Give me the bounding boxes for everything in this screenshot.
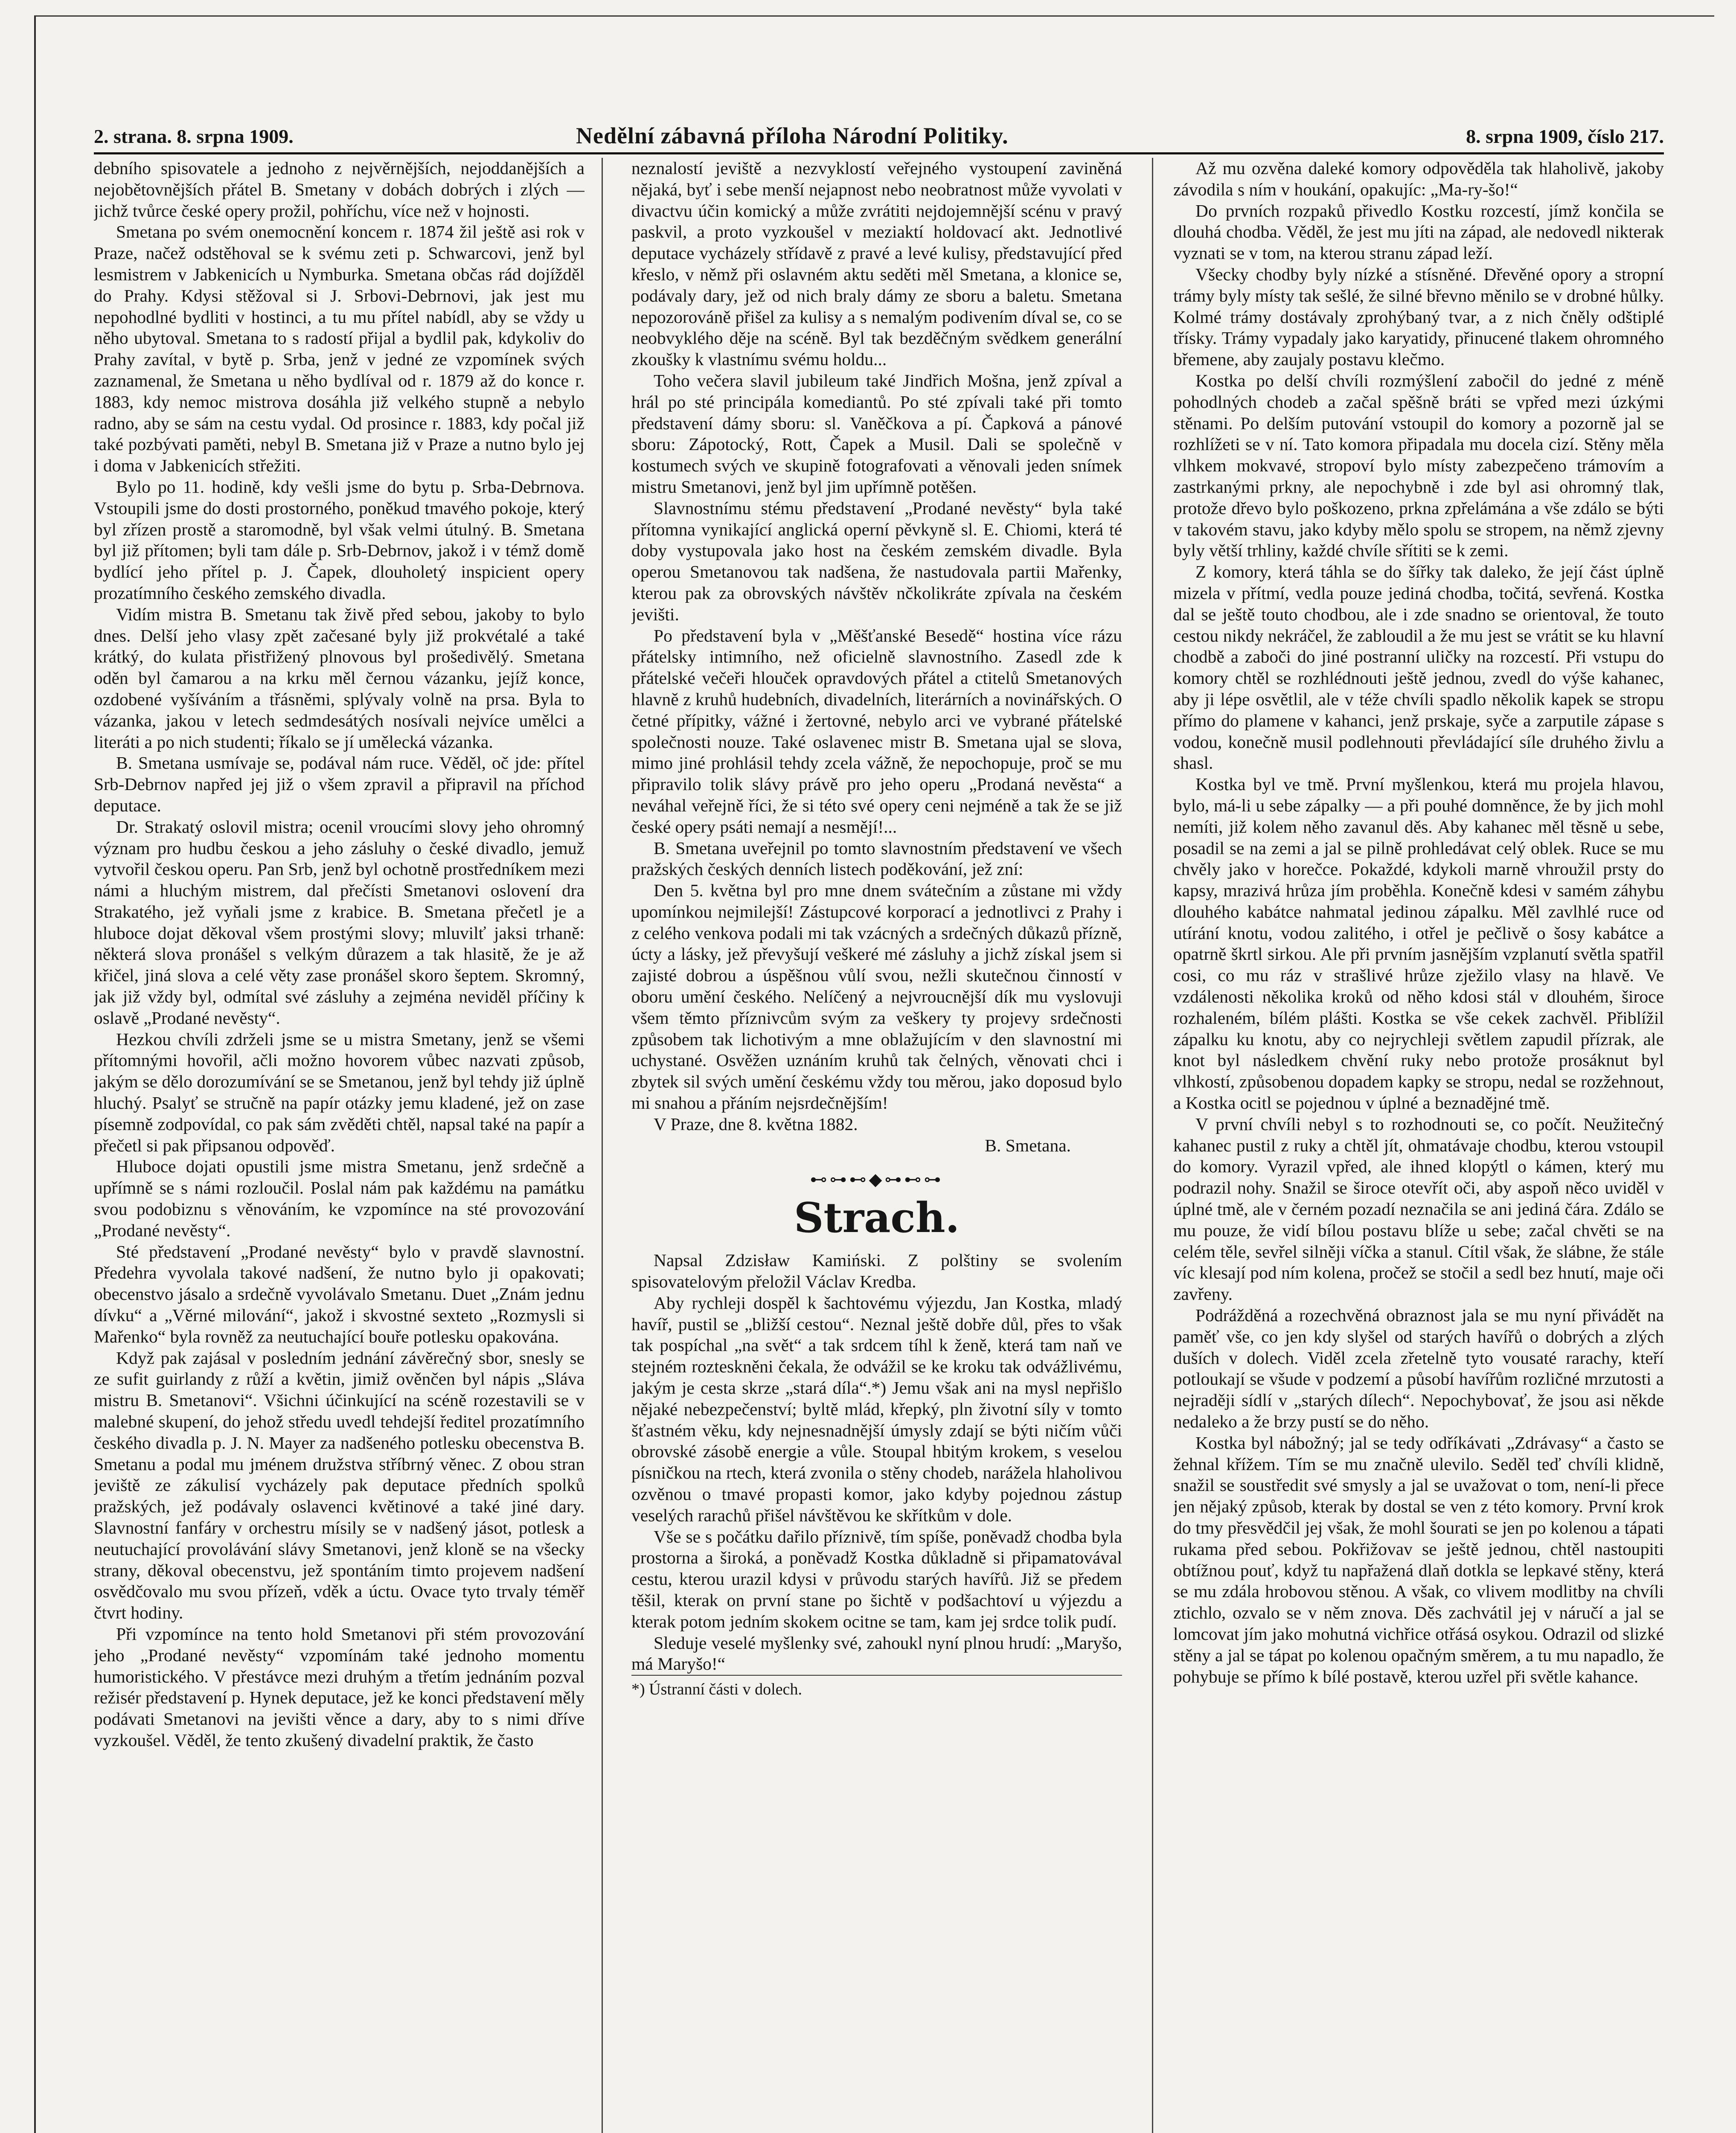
paragraph: V první chvíli nebyl s to rozhodnouti se, co počít. Neužitečný kahanec pustil z ruky a chtěl jít, ohmatávaje chodbu, kterou vstoupil do komory. Vyrazil vpřed, ale ihned klopýtl o kámen, který mu podrazil nohy. Snažil se široce otevřít oči, aby aspoň něco uviděl v úplné tmě, ale v černém pozadí neznačila se ani jediná čára. Zdálo se mu pouze, že vidí bílou postavu blíže u sebe; začal chvěti se na celém těle, sevřel silněji víčka a stanul. Cítil však, že slábne, že stále víc klesají pod ním kolena, pročež se stočil a sedl bez hnutí, maje oči zavřeny.	[1173, 1114, 1664, 1304]
paragraph: Po představení byla v „Měšťanské Besedě“ hostina více rázu přátelsky intimního, než oficielně slavnostního. Zasedl zde k přátelské večeři hlouček opravdových přátel a ctitelů Smetanových hlavně z kruhů hudebních, divadelních, literárních a novinářských. O četné přípitky, vážné i žertovné, nebylo arci ve vybrané přátelské společnosti nouze. Také oslavenec mistr B. Smetana ujal se slova, mimo jiné prohlásil tehdy zcela vážně, že nepochopuje, proč se mu připravilo tolik slávy právě pro jeho operu „Prodaná nevěsta“ a neváhal veřejně říci, že si této své opery ceni nejméně a tak že se již české opery psáti nemají a nesmějí!...	[631, 625, 1122, 837]
column-divider	[602, 158, 603, 2133]
column-3	[1173, 158, 1664, 2133]
paragraph: Slavnostnímu stému představení „Prodané nevěsty“ byla také přítomna vynikající anglická operní pěvkyně sl. E. Chiomi, která té doby vystupovala jako host na českém zemském divadle. Byla operou Smetanovou tak nadšena, že nastudovala partii Mařenky, kterou pak za obrovských návštěv nčkolikráte zpívala na českém jevišti.	[631, 498, 1122, 624]
story-title: Strach.	[794, 1194, 960, 1242]
signature: B. Smetana.	[985, 1135, 1071, 1155]
paragraph: Do prvních rozpaků přivedlo Kostku rozcestí, jímž končila se dlouhá chodba. Věděl, že jest mu jíti na západ, ale nedovedl nikterak vyznati se v tom, na kterou stranu západ leží.	[1173, 201, 1664, 263]
paragraph: Toho večera slavil jubileum také Jindřich Mošna, jenž zpíval a hrál po sté principála komediantů. Po sté zpívali také při tomto představení dámy sboru: sl. Vaněčkova a pí. Čapková a pánové sboru: Zápotocký, Rott, Čapek a Musil. Dali se společně v kostumech svých ve skupině fotografovati a věnovali jeden snímek mistru Smetanovi, jenž byl jim upřímně potěšen.	[631, 370, 1122, 497]
column-1	[94, 158, 584, 2133]
ornament-divider: ⊷⊶⊷◆⊶⊷⊶	[810, 1170, 944, 1189]
paragraph: B. Smetana uveřejnil po tomto slavnostním představení ve všech pražských českých denních listech poděkování, jež zní:	[631, 838, 1122, 879]
paragraph: Aby rychleji dospěl k šachtovému výjezdu, Jan Kostka, mladý havíř, pustil se „bližší cestou“. Neznal ještě dobře důl, přes to však tak pospíchal „na svět“ a tak srdcem tíhl k ženě, která tam naň ve stejném rozteskněni čekala, že odvážil se ke kroku tak odvážlivému, jakým je cesta skrze „stará díla“.*) Jemu však ani na mysl nepřišlo nějaké nebezpečenství; byltě mlád, křepký, pln životní síly v tomto šťastném věku, kdy nejnesnadnější úmysly zdají se býti ničím vůči obrovské zásobě energie a vůle. Stoupal hbitým krokem, s veselou písničkou na rtech, která zvonila o stěny chodeb, narážela hlaholivou ozvěnou o tmavé propasti komor, jako kdyby pojednou zástup veselých rarachů přišel návštěvou ke skřítkům v dole.	[631, 1293, 1122, 1525]
paragraph: Z komory, která táhla se do šířky tak daleko, že její část úplně mizela v přítmí, vedla pouze jediná chodba, točitá, sevřená. Kostka dal se ještě touto chodbou, ale i zde snadno se orientoval, že touto cestou nikdy nekráčel, že zabloudil a že mu jest se vrátit se ku hlavní chodbě a zaboči do jiné postranní uličky na rozcestí. Při vstupu do komory chtěl se rozhlédnouti ještě jednou, zvedl do výše kahanec, aby ji lépe osvětlil, ale v téže chvíli spadlo několik kapek se stropu přímo do plamene v kahanci, jenž prskaje, syče a zarputile zápase s vodou, konečně musil podlehnouti převládající síle druhého živlu a shasl.	[1173, 562, 1664, 773]
paragraph: Když pak zajásal v posledním jednání závěrečný sbor, snesly se ze sufit guirlandy z růží a květin, jimiž ověnčen byl nápis „Sláva mistru B. Smetanovi“. Všichni účinkující na scéně rozestavili se v malebné skupení, do jehož středu uvedl tehdejší ředitel prozatímního českého divadla p. J. N. Mayer za nadšeného potlesku obecenstva B. Smetanu a podal mu jménem družstva stříbrný věnec. Z obou stran jeviště ze zákulisí vycházely pak deputace předních spolků pražských, jež podávaly oslavenci květinové a také jiné dary. Slavnostní fanfáry v orchestru mísily se v nadšený jásot, potlesk a neutuchající provolávání slávy Smetanovi, jenž kloně se na všecky strany, děkoval obecenstvu, jež spontáním timto projevem nadšení osvědčovalo mu svou přízeň, vděk a úctu. Ovace tyto trvaly téměř čtvrt hodiny.	[94, 1348, 584, 1623]
paragraph: Bylo po 11. hodině, kdy vešli jsme do bytu p. Srba-Debrnova. Vstoupili jsme do dosti prostorného, poněkud tmavého pokoje, který byl zřízen prostě a staromodně, byl však velmi útulný. B. Smetana byl již přítomen; byli tam dále p. Srb-Debrnov, jakož i v témž domě bydlící jeho přítel p. J. Čapek, dlouholetý inspicient opery prozatímního českého zemského divadla.	[94, 477, 584, 603]
paragraph: Hluboce dojati opustili jsme mistra Smetanu, jenž srdečně a upřímně se s námi rozloučil. Poslal nám pak každému na památku svou podobiznu s věnováním, ke vzpomínce na sté provozování „Prodané nevěsty“.	[94, 1157, 584, 1240]
paragraph: Hezkou chvíli zdrželi jsme se u mistra Smetany, jenž se všemi přítomnými hovořil, ačli možno hovorem vůbec nazvati způsob, jakým se dělo dorozumívání se se Smetanou, jenž byl tehdy již úplně hluchý. Psalyť se stručně na papír otázky jemu kladené, jež on zase písemně zodpovídal, co pak sám zvěděti chtěl, napsal také na papír a přečetl si pak připsanou odpověď.	[94, 1029, 584, 1155]
paragraph: Smetana po svém onemocnění koncem r. 1874 žil ještě asi rok v Praze, načež odstěhoval se k svému zeti p. Schwarcovi, jenž byl lesmistrem v Jabkenicích u Nymburka. Smetana občas rád dojížděl do Prahy. Kdysi stěžoval si J. Srbovi-Debrnovi, jak jest mu nepohodlné bydliti v hostinci, a tu mu přítel nabídl, aby se vždy u něho ubytoval. Smetana to s radostí přijal a bydlil pak, kdykoliv do Prahy zavítal, v bytě p. Srba, jenž v jedné ze vzpomínek svých zaznamenal, že Smetana u něho bydlíval od r. 1879 až do konce r. 1883, kdy nemoc mistrova dosáhla již velkého stupně a nebylo radno, aby se sám na cestu vydal. Od prosince r. 1883, kdy počal již také pozbývati paměti, nebyl B. Smetana již v Praze a nutno bylo jej i doma v Jabkenicích střežiti.	[94, 222, 584, 476]
paragraph: Vše se s počátku dařilo příznivě, tím spíše, poněvadž chodba byla prostorna a široká, a poněvadž Kostka důkladně si připamatovával cestu, kterou urazil kdysi v průvodu starých havířů. Již se předem těšil, kterak on první stane po šichtě v podšachtoví u výjezdu a kterak potom jedním skokem ocitne se tam, kam jej srdce tolik pudí.	[631, 1526, 1122, 1631]
header-masthead: Nedělní zábavná příloha Národní Politiky.	[576, 123, 1009, 148]
paragraph: Dr. Strakatý oslovil mistra; ocenil vroucími slovy jeho ohromný význam pro hudbu českou a jeho zásluhy o české divadlo, jemuž vytvořil českou operu. Pan Srb, jenž byl ochotně prostředníkem mezi námi a hluchým mistrem, dal přečísti Smetanovi oslovení drа Strakatého, jež vyňali jsme z krabice. B. Smetana přečetl je a hluboce dojat děkoval všem prostými slovy; mluvilť jaksi trhaně: některá slova pronášel s velkým důrazem a tak hlasitě, že je až křičel, jiná slova a celé věty zase pronášel skoro šeptem. Skromný, jak již vždy byl, odmítal své zásluhy a zejména neviděl příčiny k oslavě „Prodané nevěsty“.	[94, 817, 584, 1028]
story-byline: Napsal Zdzisław Kamiński. Z polštiny se svolením spisovatelovým přeložil Václav Kredba.	[631, 1250, 1122, 1292]
paragraph: Sleduje veselé myšlenky své, zahoukl nyní plnou hrudí: „Maryšo, má Maryšo!“	[631, 1633, 1122, 1674]
paragraph: neznalostí jeviště a nezvyklostí veřejného vystoupení zaviněná nějaká, byť i sebe menší nejapnost nebo neobratnost může vyvolati v divactvu účin komický a může zvrátiti nejdojemnější scénu v pravý paskvil, a proto vyzkoušel v meziaktí holdovací akt. Jednotlivé deputace vycházely střídavě z pravé a levé kulisy, představující před křeslo, v němž při oslavném aktu seděti měl Smetana, a klonice se, podávaly dary, jež od nich braly dámy ze sboru a baletu. Smetana nepozorováně přišel za kulisy a s nemalým podivením díval se, co se neobvyklého děje na scéně. Byl tak bezděčným svědkem generální zkoušky k vlastnímu svému holdu...	[631, 158, 1122, 369]
header-page-date: 2. strana. 8. srpna 1909.	[94, 125, 294, 147]
page-header	[94, 122, 1664, 154]
paragraph: Kostka po delší chvíli rozmýšlení zabočil do jedné z méně pohodlných chodeb a začal spěšně bráti se vpřed mezi úzkými stěnami. Po delším putování vstoupil do komory a pozorně jal se rozhlížeti se v ní. Tato komora připadala mu docela cizí. Stěny měla vlhkem mokvavé, stropoví bylo místy zabezpečeno trámovím a zastrkanými prkny, ale nepochybně i zde byl asi ohromný tlak, protože dřevo bylo poškozeno, prkna zpřelámána a vše zdálo se býti v takovém stavu, jako kdyby mělo spolu se stropem, na němž zjevny byly větší trhliny, každé chvíle sřítiti se k zemi.	[1173, 370, 1664, 561]
paragraph: Den 5. května byl pro mne dnem svátečním a zůstane mi vždy upomínkou nejmilejší! Zástupcové korporací a jednotlivci z Prahy i z celého venkova podali mi tak vzácných a srdečných důkazů přízně, úcty a lásky, jež převyšují veškeré mé zásluhy a jichž získal jsem si zajisté dobrou a úspěšnou vůlí svou, nežli skutečnou činností v oboru umění českého. Nelíčený a nejvroucnější dík mu vyslovuji všem těmto příznivcům svým za veškery ty projevy srdečnosti způsobem tak lichotivým a mne oblažujícím v den slavnostní mi uchystané. Osvěžen uznáním kruhů tak čelných, věnovati chci i zbytek sil svých umění českému vždy tou měrou, jako doposud bylo mi snahou a přáním nejsrdečnějším!	[631, 881, 1122, 1113]
paragraph: Sté představení „Prodané nevěsty“ bylo v pravdě slavnostní. Předehra vyvolala takové nadšení, že nutno bylo ji opakovati; obecenstvo jásalo a srdečně vyvolávalo Smetanu. Duet „Znám jednu dívku“ a „Věrné milování“, jakož i skvostné sexteto „Rozmysli si Mařenko“ byla rovněž za neutuchající bouře potlesku opakována.	[94, 1241, 584, 1346]
paragraph: Až mu ozvěna daleké komory odpověděla tak hlaholivě, jakoby závodila s ním v houkání, opakujíc: „Ma-ry-šo!“	[1173, 158, 1664, 199]
paragraph: Kostka byl nábožný; jal se tedy odříkávati „Zdrávasy“ a často se žehnal křížem. Tím se mu značně ulevilo. Seděl teď chvíli klidně, snažil se soustředit své smysly a jal se uvažovat o tom, není-li přece jen nějaký způsob, kterak by dostal se ven z této komory. První krok do tmy přesvědčil jej však, že mohl šourati se jen po kolenou a tápati rukama před sebou. Pokřižovav se ještě jednou, chtěl nastoupiti obtížnou pouť, když tu napřažená dlaň dotkla se lepkavé stěny, která se mu zdála hrobovou stěnou. A však, co vlivem modlitby na chvíli ztichlo, ozvalo se v něm znova. Děs zachvátil jej v náručí a jal se lomcovat jím jako mohutná vichřice otřásá osykou. Odrazil od slizké stěny a jal se tápat po kolenou opačným směrem, a tu mu napadlo, že pohybuje se přímo k bílé postavě, kterou uzřel při světle kahance.	[1173, 1433, 1664, 1686]
paragraph: Podrážděná a rozechvěná obraznost jala se mu nyní přivádět na paměť vše, co jen kdy slyšel od starých havířů o dobrých a zlých duších v dolech. Viděl zcela zřetelně tyto vousaté rarachy, kteří potloukají se všude v podzemí a působí havířům rozličné mrzutosti a nejraději sídlí v „starých dílech“. Nepochybovať, že jsou asi někde nedaleko a že brzy pustí se do něho.	[1173, 1305, 1664, 1432]
paragraph: B. Smetana usmívaje se, podával nám ruce. Věděl, oč jde: přítel Srb-Debrnov napřed jej již o všem zpravil a připravil na příchod deputace.	[94, 753, 584, 815]
paragraph: Všecky chodby byly nízké a stísněné. Dřevěné opory a stropní trámy byly místy tak sešlé, že silné břevno měnilo se v drobné hůlky. Kolmé trámy dostávaly zprohýbaný tvar, a z nich čněly odštiplé třísky. Trámy vypadaly jako karyatidy, přinucené tlakem ohromného břemene, aby zaujaly postavu klečmo.	[1173, 264, 1664, 369]
column-divider	[1152, 158, 1153, 2133]
footnote: *) Ústranní části v dolech.	[631, 1675, 1122, 1700]
paragraph: Při vzpomínce na tento hold Smetanovi při stém provozování jeho „Prodané nevěsty“ vzpomínám také jednoho momentu humoristického. V přestávce mezi druhým a třetím jednáním pozval režisér představení p. Hynek deputace, jež ke konci představení měly podávati Smetanovi na jevišti věnce a dary, aby to s nimi dříve vyzkoušel. Věděl, že tento zkušený divadelní praktik, že často	[94, 1624, 584, 1750]
paragraph: Vidím mistra B. Smetanu tak živě před sebou, jakoby to bylo dnes. Delší jeho vlasy zpět začesané byly již prokvétalé a také krátký, do kulata přistřižený plnovous byl prošedivělý. Smetana oděn byl čamarou a na krku měl černou vázanku, jejíž konce, ozdobené vyšíváním a třásněmi, splývaly volně na prsa. Byla to vázanka, jakou v letech sedmdesátých nosívali nejvíce umělci a literáti a po nich studenti; říkalo se jí umělecká vázanka.	[94, 604, 584, 752]
header-issue: 8. srpna 1909, číslo 217.	[1466, 125, 1664, 147]
column-2	[631, 158, 1122, 2133]
paragraph: V Praze, dne 8. května 1882.	[654, 1114, 858, 1134]
paragraph: debního spisovatele a jednoho z nejvěrnějších, nejoddanějších a nejobětovnějších přátel B. Smetany v dobách dobrých i zlých — jichž tvůrce české opery prožil, pohříchu, více než v hojnosti.	[94, 158, 584, 221]
paragraph: Kostka byl ve tmě. První myšlenkou, která mu projela hlavou, bylo, má-li u sebe zápalky — a při pouhé domněnce, že by jich mohl nemíti, již kolem něho zavanul děs. Aby kahanec měl těsně u sebe, posadil se na zemi a jal se pilně prohledávat celý oblek. Ruce se mu chvěly jako v horečce. Pokaždé, kdykoli marně vhroužil prsty do kapsy, mrazivá hrůza jím proběhla. Konečně kdesi v samém záhybu dlouhého kabátce nahmatal jedinou zápalku. Měl zavlhlé ruce od utírání knotu, vodou zalitého, i otřel je pečlivě o šosy kabátce a opatrně škrtl sirkou. Ale při prvním jasnějším vzplanutí světla spatřil cosi, co mu ráz v strašlivé hrůze zježilo vlasy na hlavě. Ve vzdálenosti několika kroků od něho kdosi stál v dlouhém, široce rozhaleném, bílém plášti. Kostka se vše cekek zachvěl. Přiblížil zápalku ku knotu, aby co nejrychleji světlem zapudil přízrak, ale knot byl následkem chvění ruky nebo protože prosáknut byl vlhkostí, způsobenou dopadem kapky se stropu, nedal se rozžehnout, a Kostka ocitl se pojednou v úplné a beznadějné tmě.	[1173, 774, 1664, 1113]
